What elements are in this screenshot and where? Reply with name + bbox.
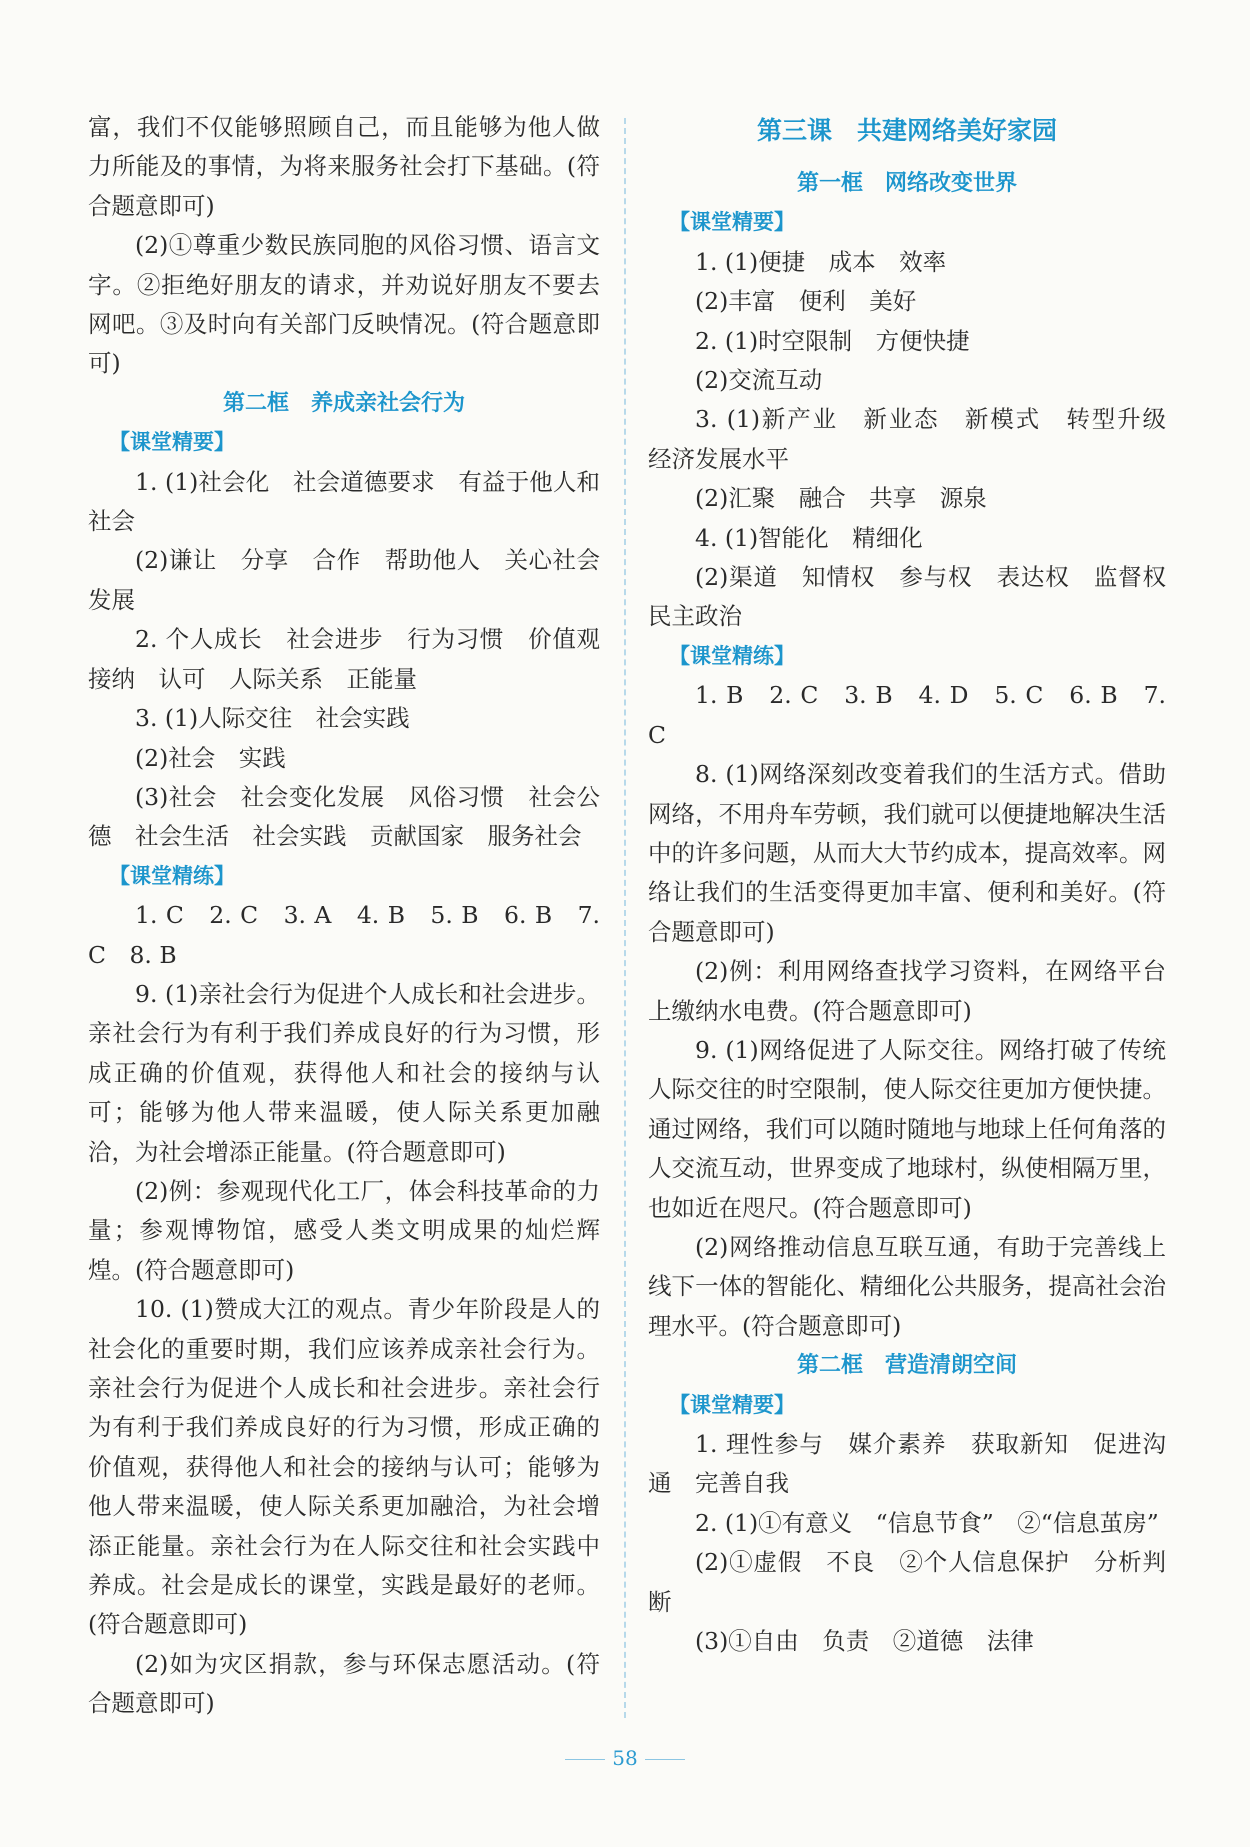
paragraph: 10. (1)赞成大江的观点。青少年阶段是人的社会化的重要时期，我们应该养成亲社会行为。亲社会行为促进个人成长和社会进步。亲社会行为有利于我们养成良好的行为习惯，形成正确的价值观，获得他人和社会的接纳与认可；能够为他人带来温暖，使人际关系更加融洽，为社会增添正能量。亲社会行为在人际交往和社会实践中养成。社会是成长的课堂，实践是最好的老师。(符合题意即可) bbox=[88, 1295, 600, 1639]
section-tag: 【课堂精练】 bbox=[669, 643, 795, 668]
section-tag: 【课堂精练】 bbox=[109, 863, 235, 888]
section-heading: 第二框 养成亲社会行为 bbox=[222, 390, 465, 416]
page-number: 58 bbox=[565, 1746, 685, 1770]
paragraph: 1. 理性参与 媒介素养 获取新知 促进沟通 完善自我 bbox=[648, 1430, 1166, 1498]
paragraph: (2)①虚假 不良 ②个人信息保护 分析判断 bbox=[648, 1548, 1166, 1616]
paragraph: (2)社会 实践 bbox=[135, 743, 286, 772]
paragraph: (2)汇聚 融合 共享 源泉 bbox=[695, 484, 987, 513]
right-column bbox=[648, 108, 1190, 1661]
paragraph: (2)渠道 知情权 参与权 表达权 监督权 民主政治 bbox=[648, 563, 1190, 631]
section-tag: 【课堂精要】 bbox=[109, 430, 235, 455]
paragraph: (3)①自由 负责 ②道德 法律 bbox=[695, 1627, 1034, 1656]
paragraph: (2)例：参观现代化工厂，体会科技革命的力量；参观博物馆，感受人类文明成果的灿烂辉煌。(符合题意即可) bbox=[88, 1176, 600, 1284]
paragraph: (3)社会 社会变化发展 风俗习惯 社会公德 社会生活 社会实践 贡献国家 服务社会 bbox=[88, 782, 600, 851]
paragraph: 1. (1)便捷 成本 效率 bbox=[695, 247, 947, 276]
paragraph: 2. 个人成长 社会进步 行为习惯 价值观 接纳 认可 人际关系 正能量 bbox=[88, 625, 624, 693]
paragraph: 1. (1)社会化 社会道德要求 有益于他人和社会 bbox=[88, 467, 600, 536]
paragraph: 2. (1)时空限制 方便快捷 bbox=[695, 326, 970, 355]
left-column bbox=[88, 108, 624, 1724]
section-tag: 【课堂精要】 bbox=[669, 210, 795, 235]
paragraph: 3. (1)新产业 新业态 新模式 转型升级 经济发展水平 bbox=[648, 405, 1190, 473]
paragraph: 富，我们不仅能够照顾自己，而且能够为他人做力所能及的事情，为将来服务社会打下基础。(符合题意即可) bbox=[88, 113, 600, 220]
paragraph: 2. (1)①有意义 “信息节食” ②“信息茧房” bbox=[695, 1508, 1159, 1537]
paragraph: (2)交流互动 bbox=[695, 366, 823, 395]
paragraph: 8. (1)网络深刻改变着我们的生活方式。借助网络，不用舟车劳顿，我们就可以便捷地解决生活中的许多问题，从而大大节约成本，提高效率。网络让我们的生活变得更加丰富、便利和美好。(符合题意即可) bbox=[648, 760, 1166, 946]
paragraph: 9. (1)亲社会行为促进个人成长和社会进步。亲社会行为有利于我们养成良好的行为习惯，形成正确的价值观，获得他人和社会的接纳与认可；能够为他人带来温暖，使人际关系更加融洽，为社会增添正能量。(符合题意即可) bbox=[88, 979, 600, 1166]
section-heading: 第二框 营造清朗空间 bbox=[796, 1353, 1017, 1379]
paragraph: (2)例：利用网络查找学习资料，在网络平台上缴纳水电费。(符合题意即可) bbox=[648, 957, 1166, 1025]
lesson-heading: 第三课 共建网络美好家园 bbox=[756, 116, 1057, 145]
paragraph: 1. C 2. C 3. A 4. B 5. B 6. B 7. C 8. B bbox=[88, 901, 600, 969]
paragraph: (2)谦让 分享 合作 帮助他人 关心社会发展 bbox=[88, 546, 600, 614]
paragraph: (2)丰富 便利 美好 bbox=[695, 287, 917, 316]
section-heading: 第一框 网络改变世界 bbox=[796, 171, 1017, 196]
section-tag: 【课堂精要】 bbox=[669, 1392, 795, 1417]
column-divider bbox=[624, 118, 626, 1718]
paragraph: 3. (1)人际交往 社会实践 bbox=[135, 704, 410, 733]
paragraph: (2)如为灾区捐款，参与环保志愿活动。(符合题意即可) bbox=[88, 1649, 600, 1718]
paragraph: 4. (1)智能化 精细化 bbox=[695, 523, 923, 552]
paragraph: (2)网络推动信息互联互通，有助于完善线上线下一体的智能化、精细化公共服务，提高社会治理水平。(符合题意即可) bbox=[648, 1232, 1166, 1340]
paragraph: 1. B 2. C 3. B 4. D 5. C 6. B 7. C bbox=[648, 681, 1166, 749]
paragraph: (2)①尊重少数民族同胞的风俗习惯、语言文字。②拒绝好朋友的请求，并劝说好朋友不要去网吧。③及时向有关部门反映情况。(符合题意即可) bbox=[88, 231, 600, 378]
paragraph: 9. (1)网络促进了人际交往。网络打破了传统人际交往的时空限制，使人际交往更加方便快捷。通过网络，我们可以随时随地与地球上任何角落的人交流互动，世界变成了地球村，纵使相隔万里，也如近在咫尺。(符合题意即可) bbox=[648, 1035, 1166, 1222]
